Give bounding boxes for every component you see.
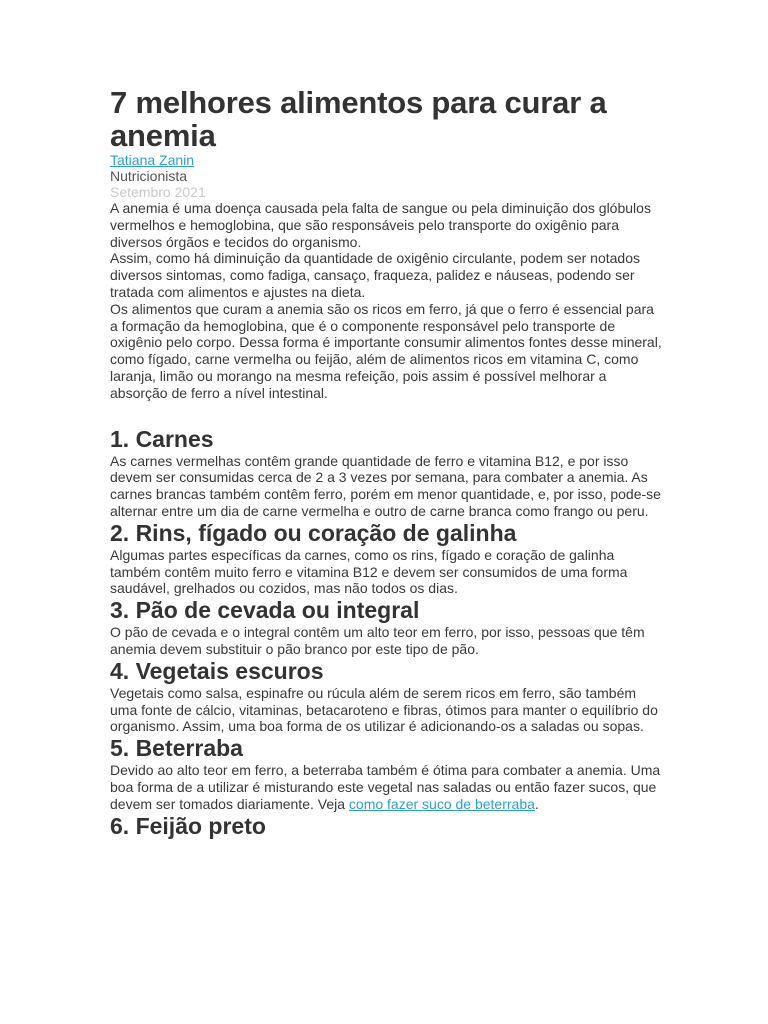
section-heading-feijao: 6. Feijão preto: [110, 812, 266, 839]
section-text-beterraba: [110, 762, 662, 812]
beterraba-text: Devido ao alto teor em ferro, a beterraba também é ótima para combater a anemia. Uma boa forma de a utilizar é misturando este vegetal nas saladas ou então fazer sucos, que devem ser tomados diariamente. Veja: [110, 762, 661, 812]
article-title: 7 melhores alimentos para curar a anemia: [110, 85, 607, 153]
section-heading-rins: 2. Rins, fígado ou coração de galinha: [110, 519, 517, 546]
author-link[interactable]: Tatiana Zanin: [110, 152, 195, 168]
section-text-rins: Algumas partes específicas da carnes, como os rins, fígado e coração de galinha também contêm muito ferro e vitamina B12 e devem ser consumidos de uma forma saudável, grelhados ou cozidos, mas não todos os dias.: [110, 546, 628, 597]
suco-beterraba-link[interactable]: como fazer suco de beterraba: [348, 795, 535, 812]
intro-paragraph-1: A anemia é uma doença causada pela falta de sangue ou pela diminuição dos glóbulos vermelhos e hemoglobina, que são responsáveis pelo transporte do oxigênio para diversos órgãos e tecidos do organismo.: [110, 200, 651, 250]
publish-date: Setembro 2021: [110, 184, 206, 200]
intro-paragraph-2: Assim, como há diminuição da quantidade de oxigênio circulante, podem ser notados diversos sintomas, como fadiga, cansaço, fraqueza, palidez e náuseas, podendo ser tratada com alimentos e ajustes na dieta.: [110, 250, 640, 300]
section-text-pao: O pão de cevada e o integral contêm um alto teor em ferro, por isso, pessoas que têm anemia devem substituir o pão branco por este tipo de pão.: [110, 624, 645, 657]
section-heading-pao: 3. Pão de cevada ou integral: [110, 597, 420, 624]
intro-paragraph-3: Os alimentos que curam a anemia são os ricos em ferro, já que o ferro é essencial para a formação da hemoglobina, que é o componente responsável pelo transporte de oxigênio pelo corpo. Dessa forma é importante consumir alimentos fontes desse mineral, como fígado, carne vermelha ou feijão, além de alimentos ricos em vitamina C, como laranja, limão ou morango na mesma refeição, pois assim é possível melhorar a absorção de ferro a nível intestinal.: [110, 300, 662, 401]
byline: [110, 152, 662, 200]
article: [110, 86, 662, 840]
author-role: Nutricionista: [110, 168, 188, 184]
section-text-carnes: As carnes vermelhas contêm grande quantidade de ferro e vitamina B12, e por isso devem ser consumidas cerca de 2 a 3 vezes por semana, para combater a anemia. As carnes brancas também contêm ferro, porém em menor quantidade, e, por isso, pode-se alternar entre um dia de carne vermelha e outro de carne branca como frango ou peru.: [110, 452, 661, 519]
section-text-vegetais: Vegetais como salsa, espinafre ou rúcula além de serem ricos em ferro, são também uma fonte de cálcio, vitaminas, betacaroteno e fibras, ótimos para manter o equilíbrio do organismo. Assim, uma boa forma de os utilizar é adicionando-os a saladas ou sopas.: [110, 684, 658, 735]
beterraba-text-end: .: [534, 795, 539, 812]
section-heading-beterraba: 5. Beterraba: [110, 735, 243, 762]
section-heading-carnes: 1. Carnes: [110, 425, 214, 452]
section-heading-vegetais: 4. Vegetais escuros: [110, 657, 324, 684]
